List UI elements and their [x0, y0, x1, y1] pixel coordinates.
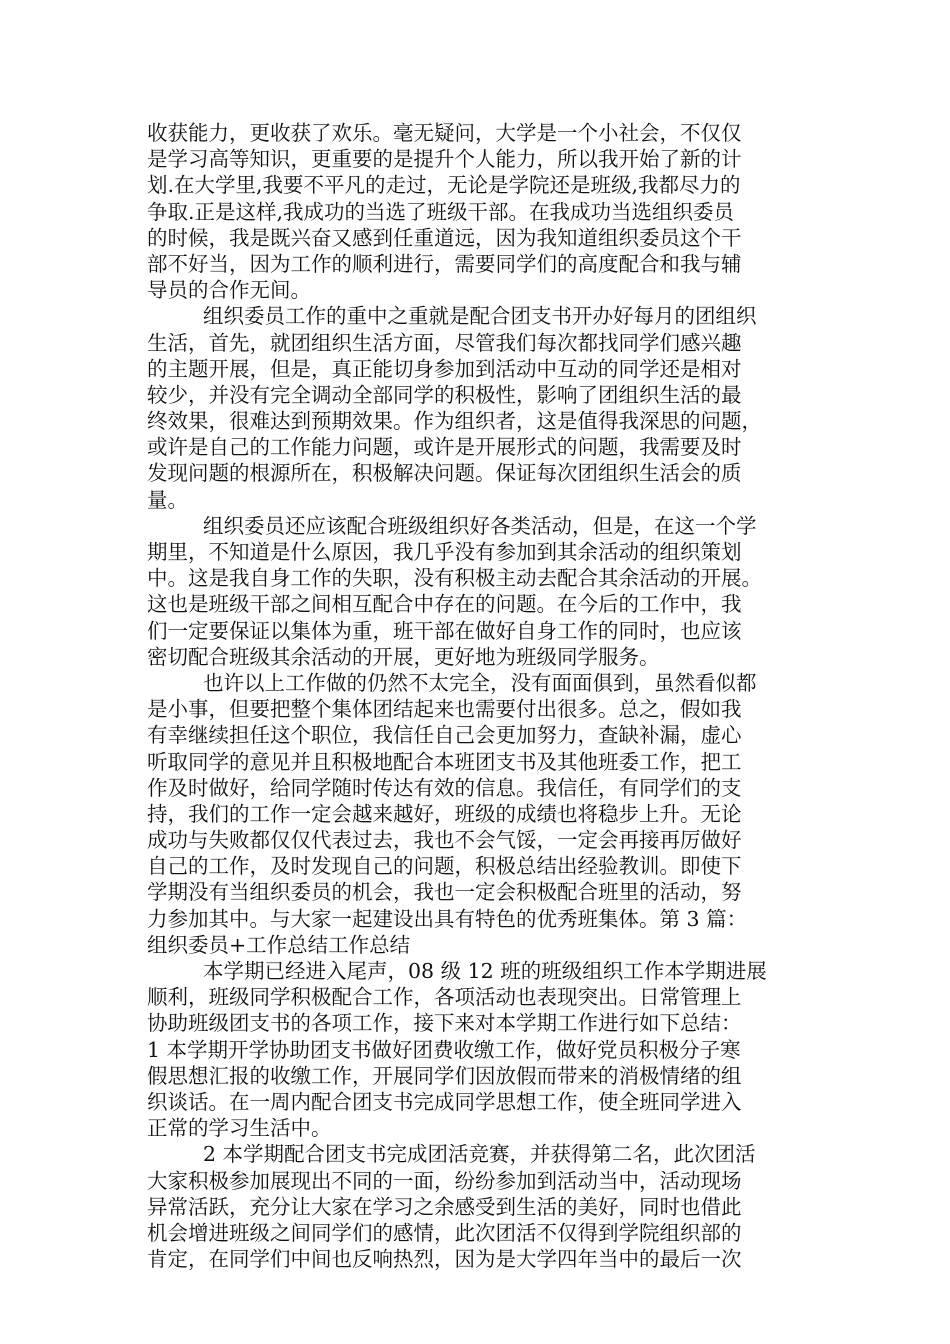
- text-line: 量。: [147, 487, 188, 512]
- text-line: 顺利，班级同学积极配合工作，各项活动也表现突出。日常管理上: [147, 985, 742, 1010]
- text-line: 导员的合作无间。: [147, 278, 311, 303]
- text-line: 力参加其中。与大家一起建设出具有特色的优秀班集体。第 3 篇：: [147, 906, 748, 931]
- text-line: 这也是班级干部之间相互配合中存在的问题。在今后的工作中，我: [147, 592, 742, 617]
- text-line: 自己的工作，及时发现自己的问题，积极总结出经验教训。即使下: [147, 854, 742, 879]
- text-line: 2 本学期配合团支书完成团活竞赛，并获得第二名，此次团活: [203, 1142, 756, 1167]
- text-line: 中。这是我自身工作的失职，没有积极主动去配合其余活动的开展。: [147, 566, 762, 591]
- text-line: 生活，首先，就团组织生活方面，尽管我们每次都找同学们感兴趣: [147, 330, 742, 355]
- text-line: 听取同学的意见并且积极地配合本班团支书及其他班委工作，把工: [147, 749, 742, 774]
- text-line: 较少，并没有完全调动全部同学的积极性，影响了团组织生活的最: [147, 382, 742, 407]
- text-line: 作及时做好，给同学随时传达有效的信息。我信任，有同学们的支: [147, 775, 742, 800]
- text-line: 部不好当，因为工作的顺利进行，需要同学们的高度配合和我与辅: [147, 251, 742, 276]
- text-line: 争取.正是这样,我成功的当选了班级干部。在我成功当选组织委员: [147, 199, 735, 224]
- text-line: 成功与失败都仅仅代表过去，我也不会气馁，一定会再接再厉做好: [147, 828, 742, 853]
- text-line: 是学习高等知识，更重要的是提升个人能力，所以我开始了新的计: [147, 147, 742, 172]
- text-line: 收获能力，更收获了欢乐。毫无疑问，大学是一个小社会，不仅仅: [147, 121, 742, 145]
- text-line: 协助班级团支书的各项工作，接下来对本学期工作进行如下总结：: [147, 1011, 742, 1036]
- text-line: 1 本学期开学协助团支书做好团费收缴工作，做好党员积极分子寒: [147, 1037, 741, 1062]
- text-line: 划.在大学里,我要不平凡的走过，无论是学院还是班级,我都尽力的: [147, 173, 741, 198]
- text-line: 也许以上工作做的仍然不太完全，没有面面俱到，虽然看似都: [203, 670, 757, 695]
- text-line: 学期没有当组织委员的机会，我也一定会积极配合班里的活动，努: [147, 880, 742, 905]
- text-line: 期里，不知道是什么原因，我几乎没有参加到其余活动的组织策划: [147, 540, 742, 564]
- text-line: 正常的学习生活中。: [147, 1116, 332, 1141]
- text-line: 肯定，在同学们中间也反响热烈，因为是大学四年当中的最后一次: [147, 1247, 742, 1272]
- text-line: 组织委员还应该配合班级组织好各类活动，但是，在这一个学: [203, 513, 757, 538]
- text-line: 持，我们的工作一定会越来越好，班级的成绩也将稳步上升。无论: [147, 801, 742, 826]
- text-line: 织谈话。在一周内配合团支书完成同学思想工作，使全班同学进入: [147, 1089, 742, 1114]
- text-line: 有幸继续担任这个职位，我信任自己会更加努力，查缺补漏，虚心: [147, 723, 742, 748]
- document-body: [147, 120, 803, 1272]
- text-line: 异常活跃，充分让大家在学习之余感受到生活的美好，同时也借此: [147, 1194, 742, 1219]
- text-line: 假思想汇报的收缴工作，开展同学们因放假而带来的消极情绪的组: [147, 1063, 742, 1088]
- text-line: 们一定要保证以集体为重，班干部在做好自身工作的同时，也应该: [147, 618, 742, 643]
- text-line: 组织委员+工作总结工作总结: [147, 932, 411, 957]
- text-line: 是小事，但要把整个集体团结起来也需要付出很多。总之，假如我: [147, 697, 742, 722]
- text-line: 组织委员工作的重中之重就是配合团支书开办好每月的团组织: [203, 304, 757, 329]
- text-line: 或许是自己的工作能力问题，或许是开展形式的问题，我需要及时: [147, 435, 742, 460]
- text-line: 的时候，我是既兴奋又感到任重道远，因为我知道组织委员这个干: [147, 225, 742, 250]
- text-line: 发现问题的根源所在，积极解决问题。保证每次团组织生活会的质: [147, 461, 742, 486]
- text-line: 密切配合班级其余活动的开展，更好地为班级同学服务。: [147, 644, 660, 669]
- text-line: 大家积极参加展现出不同的一面，纷纷参加到活动当中，活动现场: [147, 1168, 742, 1193]
- text-line: 终效果，很难达到预期效果。作为组织者，这是值得我深思的问题，: [147, 409, 762, 434]
- text-line: 机会增进班级之间同学们的感情，此次团活不仅得到学院组织部的: [147, 1220, 742, 1245]
- text-line: 本学期已经进入尾声，08 级 12 班的班级组织工作本学期进展: [203, 959, 767, 983]
- text-line: 的主题开展，但是，真正能切身参加到活动中互动的同学还是相对: [147, 356, 742, 381]
